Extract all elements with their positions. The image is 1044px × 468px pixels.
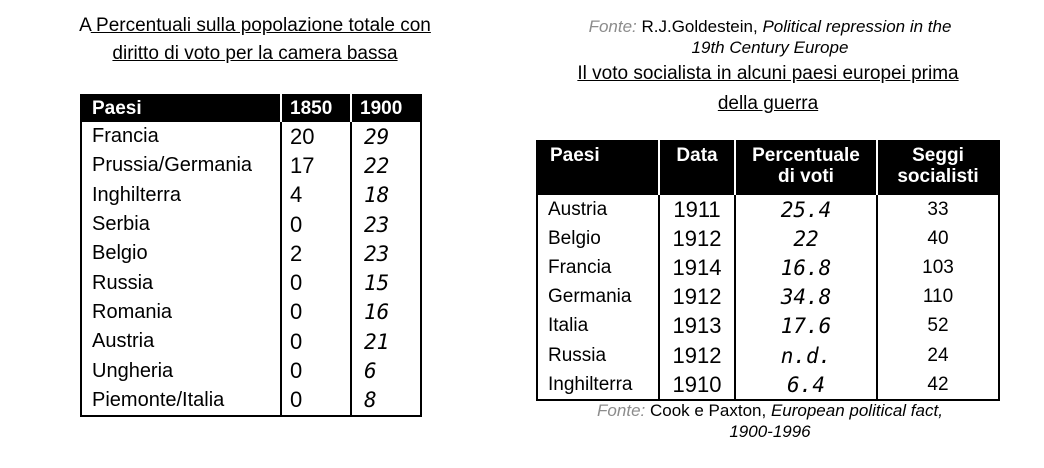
table-header-row xyxy=(81,95,421,122)
source-years: 1900-1996 xyxy=(729,422,811,441)
table-cell: Serbia xyxy=(92,213,150,236)
table-cell: 18 xyxy=(351,181,421,210)
table-row xyxy=(81,268,421,297)
table-row xyxy=(537,283,999,312)
table-cell: 52 xyxy=(877,312,999,341)
table-cell: 1912 xyxy=(659,224,735,253)
source-bottom xyxy=(536,400,1004,442)
table-cell: Piemonte/Italia xyxy=(92,388,225,411)
table-cell: 1912 xyxy=(659,341,735,370)
table-row xyxy=(81,181,421,210)
header-text: Data xyxy=(676,145,718,166)
source-work: European political fact, xyxy=(770,401,943,420)
table-cell: 23 xyxy=(351,210,421,239)
table-cell: n.d. xyxy=(735,341,877,370)
table-cell: 25.4 xyxy=(735,195,877,224)
table-cell: Inghilterra xyxy=(92,183,181,206)
table-cell: 103 xyxy=(877,253,999,282)
header-1850: 1850 xyxy=(281,95,351,122)
table-cell: 2 xyxy=(281,239,351,268)
section-marker: A xyxy=(79,15,91,36)
table-row xyxy=(537,224,999,253)
table-a-title xyxy=(40,12,470,68)
table-row xyxy=(81,356,421,385)
table-cell: 1911 xyxy=(659,195,735,224)
table-cell: 1910 xyxy=(659,370,735,400)
table-cell: Austria xyxy=(92,330,155,353)
suffrage-table xyxy=(80,94,422,417)
table-row xyxy=(537,370,999,400)
source-work-line1: Political repression in the xyxy=(762,17,952,36)
table-cell: 6.4 xyxy=(735,370,877,400)
table-cell: 17 xyxy=(281,151,351,180)
header-paesi: Paesi xyxy=(81,95,281,122)
table-row xyxy=(81,210,421,239)
source-label: Fonte: xyxy=(588,17,637,36)
table-cell: 4 xyxy=(281,181,351,210)
table-cell: 29 xyxy=(351,122,421,151)
table-row xyxy=(537,253,999,282)
table-b-title-line1: Il voto socialista in alcuni paesi europei prima xyxy=(577,63,959,84)
table-row xyxy=(81,327,421,356)
table-cell: 34.8 xyxy=(735,283,877,312)
source-top xyxy=(540,16,1000,58)
table-cell: 21 xyxy=(351,327,421,356)
table-row xyxy=(81,298,421,327)
header-1900: 1900 xyxy=(351,95,421,122)
table-cell: 1914 xyxy=(659,253,735,282)
table-a-title-line2: diritto di voto per la camera bassa xyxy=(112,43,398,64)
table-cell: 6 xyxy=(351,356,421,385)
table-cell: Francia xyxy=(548,256,612,278)
table-cell: 22 xyxy=(735,224,877,253)
table-cell: 16.8 xyxy=(735,253,877,282)
table-cell: 17.6 xyxy=(735,312,877,341)
table-cell: 1913 xyxy=(659,312,735,341)
source-work-line2: 19th Century Europe xyxy=(691,38,849,57)
header-paesi xyxy=(537,141,659,195)
table-row xyxy=(81,122,421,151)
table-cell: 20 xyxy=(281,122,351,151)
table-cell: 110 xyxy=(877,283,999,312)
source-author: Cook e Paxton, xyxy=(645,401,771,420)
table-cell: 24 xyxy=(877,341,999,370)
table-cell: 0 xyxy=(281,327,351,356)
table-row xyxy=(81,386,421,416)
table-cell: 15 xyxy=(351,268,421,297)
table-row xyxy=(537,312,999,341)
table-row xyxy=(81,239,421,268)
table-cell: 0 xyxy=(281,356,351,385)
header-text: di voti xyxy=(778,166,834,187)
header-text: Paesi xyxy=(550,145,600,166)
table-cell: Francia xyxy=(92,125,159,148)
table-a-title-line1: Percentuali sulla popolazione totale con xyxy=(90,15,431,36)
table-cell: 33 xyxy=(877,195,999,224)
table-row xyxy=(537,341,999,370)
table-cell: 42 xyxy=(877,370,999,400)
table-cell: 16 xyxy=(351,298,421,327)
source-label: Fonte: xyxy=(597,401,646,420)
table-cell: 0 xyxy=(281,268,351,297)
header-seggi xyxy=(877,141,999,195)
table-row xyxy=(537,195,999,224)
source-author: R.J.Goldestein, xyxy=(636,17,763,36)
table-cell: Romania xyxy=(92,300,173,323)
table-cell: 0 xyxy=(281,386,351,416)
table-b-title xyxy=(530,60,1006,118)
table-cell: 1912 xyxy=(659,283,735,312)
table-cell: Italia xyxy=(548,315,589,337)
table-cell: 0 xyxy=(281,210,351,239)
table-cell: Germania xyxy=(548,286,632,308)
table-cell: Russia xyxy=(548,344,607,366)
table-cell: 23 xyxy=(351,239,421,268)
table-cell: Ungheria xyxy=(92,359,174,382)
header-text: Percentuale xyxy=(752,145,860,166)
suffrage-table-body xyxy=(81,122,421,416)
header-percentuale xyxy=(735,141,877,195)
table-cell: Belgio xyxy=(92,242,148,265)
header-data xyxy=(659,141,735,195)
table-cell: 0 xyxy=(281,298,351,327)
header-text: Seggi xyxy=(912,145,964,166)
table-cell: 22 xyxy=(351,151,421,180)
table-cell: 8 xyxy=(351,386,421,416)
table-cell: Inghilterra xyxy=(548,373,633,395)
socialist-vote-table xyxy=(536,140,1000,401)
header-text: socialisti xyxy=(897,166,979,187)
table-header-row xyxy=(537,141,999,195)
table-cell: Prussia/Germania xyxy=(92,154,253,177)
socialist-vote-table-body xyxy=(537,195,999,400)
table-cell: Russia xyxy=(92,271,154,294)
table-b-title-line2: della guerra xyxy=(717,93,819,114)
table-row xyxy=(81,151,421,180)
table-cell: 40 xyxy=(877,224,999,253)
table-cell: Austria xyxy=(548,198,608,220)
table-cell: Belgio xyxy=(548,227,601,249)
